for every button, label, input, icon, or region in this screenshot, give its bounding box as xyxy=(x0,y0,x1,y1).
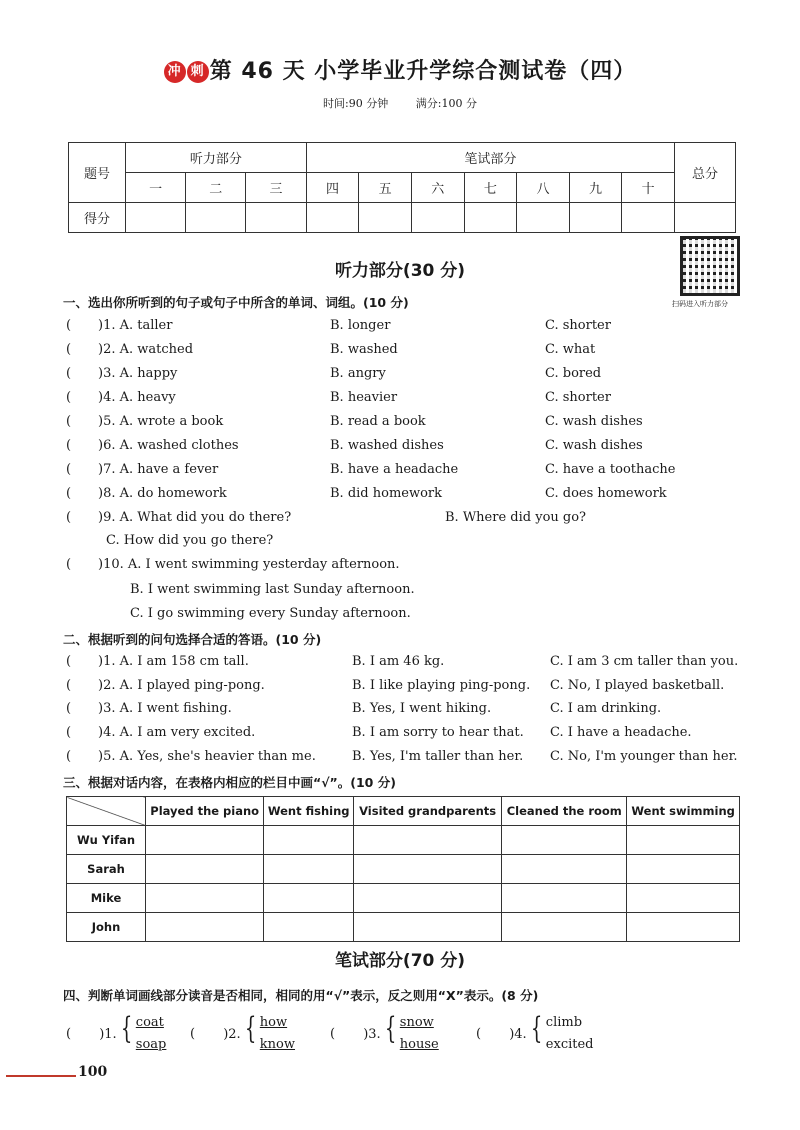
option-b: B. did homework xyxy=(330,486,443,501)
page-number: 100 xyxy=(78,1064,108,1080)
score-cell xyxy=(411,203,464,233)
check-cell[interactable] xyxy=(354,913,502,942)
option-c: C. I am 3 cm taller than you. xyxy=(550,654,739,669)
check-cell[interactable] xyxy=(502,855,627,884)
check-cell[interactable] xyxy=(502,913,627,942)
column-header: Visited grandparents xyxy=(354,797,502,826)
answer-bracket[interactable]: ( xyxy=(66,486,72,501)
answer-bracket[interactable]: ( xyxy=(66,749,72,764)
option-b: B. heavier xyxy=(330,390,398,405)
column-header: Went fishing xyxy=(264,797,354,826)
row-header: Mike xyxy=(67,884,146,913)
answer-bracket[interactable]: ( xyxy=(330,1026,336,1042)
qr-label: 扫码进入听力部分 xyxy=(672,300,728,308)
option-c: C. I am drinking. xyxy=(550,701,662,716)
check-cell[interactable] xyxy=(146,855,264,884)
item-number: )3. xyxy=(363,1026,381,1042)
word-1: climb xyxy=(545,1015,583,1030)
section-number: 六 xyxy=(411,173,464,203)
phonics-item xyxy=(330,1012,439,1057)
row-header: Wu Yifan xyxy=(67,826,146,855)
section-number: 四 xyxy=(306,173,359,203)
option-c: C. I go swimming every Sunday afternoon. xyxy=(130,606,411,621)
section-number: 九 xyxy=(569,173,622,203)
option-b: B. washed dishes xyxy=(330,438,444,453)
option-a: )2. A. I played ping-pong. xyxy=(98,678,265,693)
answer-bracket[interactable]: ( xyxy=(66,654,72,669)
check-cell[interactable] xyxy=(264,855,354,884)
part1-heading: 一、选出你所听到的句子或句子中所含的单词、词组。(10 分) xyxy=(63,295,409,310)
option-c: C. No, I played basketball. xyxy=(550,678,725,693)
check-cell[interactable] xyxy=(146,884,264,913)
option-a: )4. A. I am very excited. xyxy=(98,725,256,740)
sprint-badge-2: 刺 xyxy=(187,61,209,83)
check-cell[interactable] xyxy=(627,884,740,913)
option-a: )1. A. I am 158 cm tall. xyxy=(98,654,249,669)
part3-heading: 三、根据对话内容，在表格内相应的栏目中画“√”。(10 分) xyxy=(63,775,396,790)
column-header: Cleaned the room xyxy=(502,797,627,826)
brace-icon: { xyxy=(384,1010,396,1046)
qr-code-icon[interactable] xyxy=(680,236,740,296)
phonics-item xyxy=(190,1012,295,1057)
word-1: how xyxy=(259,1015,288,1030)
option-c: C. does homework xyxy=(545,486,667,501)
option-b: B. Where did you go? xyxy=(445,510,587,525)
check-cell[interactable] xyxy=(146,913,264,942)
option-b: B. read a book xyxy=(330,414,426,429)
part2-heading: 二、根据听到的问句选择合适的答语。(10 分) xyxy=(63,632,322,647)
answer-bracket[interactable]: ( xyxy=(190,1026,196,1042)
option-b: B. Yes, I went hiking. xyxy=(352,701,492,716)
word-2: soap xyxy=(135,1037,167,1052)
option-c: C. wash dishes xyxy=(545,414,643,429)
time-limit: 时间:90 分钟 xyxy=(323,97,389,110)
option-c: C. shorter xyxy=(545,390,611,405)
item-number: )4. xyxy=(509,1026,527,1042)
check-cell[interactable] xyxy=(354,826,502,855)
item-number: )2. xyxy=(223,1026,241,1042)
word-2: excited xyxy=(545,1037,594,1052)
answer-bracket[interactable]: ( xyxy=(66,557,72,572)
score-row-label: 得分 xyxy=(69,203,126,233)
checkmark-table xyxy=(66,796,740,942)
option-a: )4. A. heavy xyxy=(98,390,176,405)
word-1: snow xyxy=(399,1015,434,1030)
check-cell[interactable] xyxy=(264,826,354,855)
option-a: )2. A. watched xyxy=(98,342,194,357)
total-score-cell xyxy=(675,203,736,233)
option-b: B. have a headache xyxy=(330,462,459,477)
section-number: 五 xyxy=(359,173,412,203)
answer-bracket[interactable]: ( xyxy=(66,678,72,693)
corner-cell xyxy=(67,797,146,826)
answer-bracket[interactable]: ( xyxy=(66,366,72,381)
option-a: )9. A. What did you do there? xyxy=(98,510,292,525)
check-cell[interactable] xyxy=(627,826,740,855)
option-b: B. I am sorry to hear that. xyxy=(352,725,524,740)
option-b: B. I went swimming last Sunday afternoon. xyxy=(130,582,415,597)
listening-label: 听力部分 xyxy=(126,143,307,173)
item-number: )1. xyxy=(99,1026,117,1042)
check-cell[interactable] xyxy=(354,884,502,913)
score-cell xyxy=(306,203,359,233)
option-a: )3. A. I went fishing. xyxy=(98,701,232,716)
part4-heading: 四、判断单词画线部分读音是否相同，相同的用“√”表示，反之则用“X”表示。(8 分) xyxy=(63,988,539,1003)
score-cell xyxy=(569,203,622,233)
section-number: 八 xyxy=(517,173,570,203)
option-b: B. Yes, I'm taller than her. xyxy=(352,749,524,764)
column-header: Played the piano xyxy=(146,797,264,826)
option-a: )6. A. washed clothes xyxy=(98,438,239,453)
answer-bracket[interactable]: ( xyxy=(66,390,72,405)
score-cell xyxy=(622,203,675,233)
brace-icon: { xyxy=(244,1010,256,1046)
score-cell xyxy=(517,203,570,233)
section-number: 三 xyxy=(246,173,306,203)
option-a: )1. A. taller xyxy=(98,318,173,333)
check-cell[interactable] xyxy=(627,913,740,942)
score-table xyxy=(68,142,736,233)
option-c: C. have a toothache xyxy=(545,462,676,477)
option-b: B. I like playing ping-pong. xyxy=(352,678,531,693)
score-cell xyxy=(186,203,246,233)
section-number: 七 xyxy=(464,173,517,203)
row-header: John xyxy=(67,913,146,942)
check-cell[interactable] xyxy=(502,826,627,855)
answer-bracket[interactable]: ( xyxy=(66,725,72,740)
option-b: B. angry xyxy=(330,366,386,381)
score-cell xyxy=(359,203,412,233)
footer-rule xyxy=(6,1075,76,1077)
check-cell[interactable] xyxy=(264,913,354,942)
sprint-badge-1: 冲 xyxy=(164,61,186,83)
answer-bracket[interactable]: ( xyxy=(66,318,72,333)
option-c: C. I have a headache. xyxy=(550,725,692,740)
score-cell xyxy=(126,203,186,233)
answer-bracket[interactable]: ( xyxy=(66,342,72,357)
word-2: know xyxy=(259,1037,296,1052)
score-cell xyxy=(246,203,306,233)
option-a: )10. A. I went swimming yesterday afternoon. xyxy=(98,557,400,572)
check-cell[interactable] xyxy=(502,884,627,913)
option-a: )8. A. do homework xyxy=(98,486,227,501)
exam-info xyxy=(0,95,800,111)
answer-bracket[interactable]: ( xyxy=(66,414,72,429)
full-score: 满分:100 分 xyxy=(415,97,477,110)
word-1: coat xyxy=(135,1015,164,1030)
check-cell[interactable] xyxy=(627,855,740,884)
check-cell[interactable] xyxy=(146,826,264,855)
option-c: C. bored xyxy=(545,366,602,381)
option-b: B. I am 46 kg. xyxy=(352,654,445,669)
option-c: C. shorter xyxy=(545,318,611,333)
title-text: 第 46 天 小学毕业升学综合测试卷（四） xyxy=(209,59,637,84)
total-label: 总分 xyxy=(675,143,736,203)
row-label-number: 题号 xyxy=(69,143,126,203)
option-a: )7. A. have a fever xyxy=(98,462,219,477)
listening-section-header: 听力部分(30 分) xyxy=(334,261,466,281)
answer-bracket[interactable]: ( xyxy=(66,1026,72,1042)
score-cell xyxy=(464,203,517,233)
option-c: C. wash dishes xyxy=(545,438,643,453)
option-c: C. How did you go there? xyxy=(106,533,274,548)
answer-bracket[interactable]: ( xyxy=(66,438,72,453)
brace-icon: { xyxy=(120,1010,132,1046)
section-number: 二 xyxy=(186,173,246,203)
option-a: )5. A. Yes, she's heavier than me. xyxy=(98,749,316,764)
answer-bracket[interactable]: ( xyxy=(66,510,72,525)
check-cell[interactable] xyxy=(354,855,502,884)
writing-label: 笔试部分 xyxy=(306,143,674,173)
answer-bracket[interactable]: ( xyxy=(476,1026,482,1042)
exam-title xyxy=(0,54,800,85)
option-b: B. longer xyxy=(330,318,391,333)
option-b: B. washed xyxy=(330,342,398,357)
option-c: C. No, I'm younger than her. xyxy=(550,749,738,764)
section-number: 十 xyxy=(622,173,675,203)
option-a: )5. A. wrote a book xyxy=(98,414,224,429)
phonics-item xyxy=(66,1012,166,1057)
phonics-item xyxy=(476,1012,594,1057)
brace-icon: { xyxy=(530,1010,542,1046)
column-header: Went swimming xyxy=(627,797,740,826)
writing-section-header: 笔试部分(70 分) xyxy=(334,951,466,971)
word-2: house xyxy=(399,1037,439,1052)
section-number: 一 xyxy=(126,173,186,203)
option-c: C. what xyxy=(545,342,596,357)
check-cell[interactable] xyxy=(264,884,354,913)
answer-bracket[interactable]: ( xyxy=(66,701,72,716)
answer-bracket[interactable]: ( xyxy=(66,462,72,477)
option-a: )3. A. happy xyxy=(98,366,178,381)
row-header: Sarah xyxy=(67,855,146,884)
